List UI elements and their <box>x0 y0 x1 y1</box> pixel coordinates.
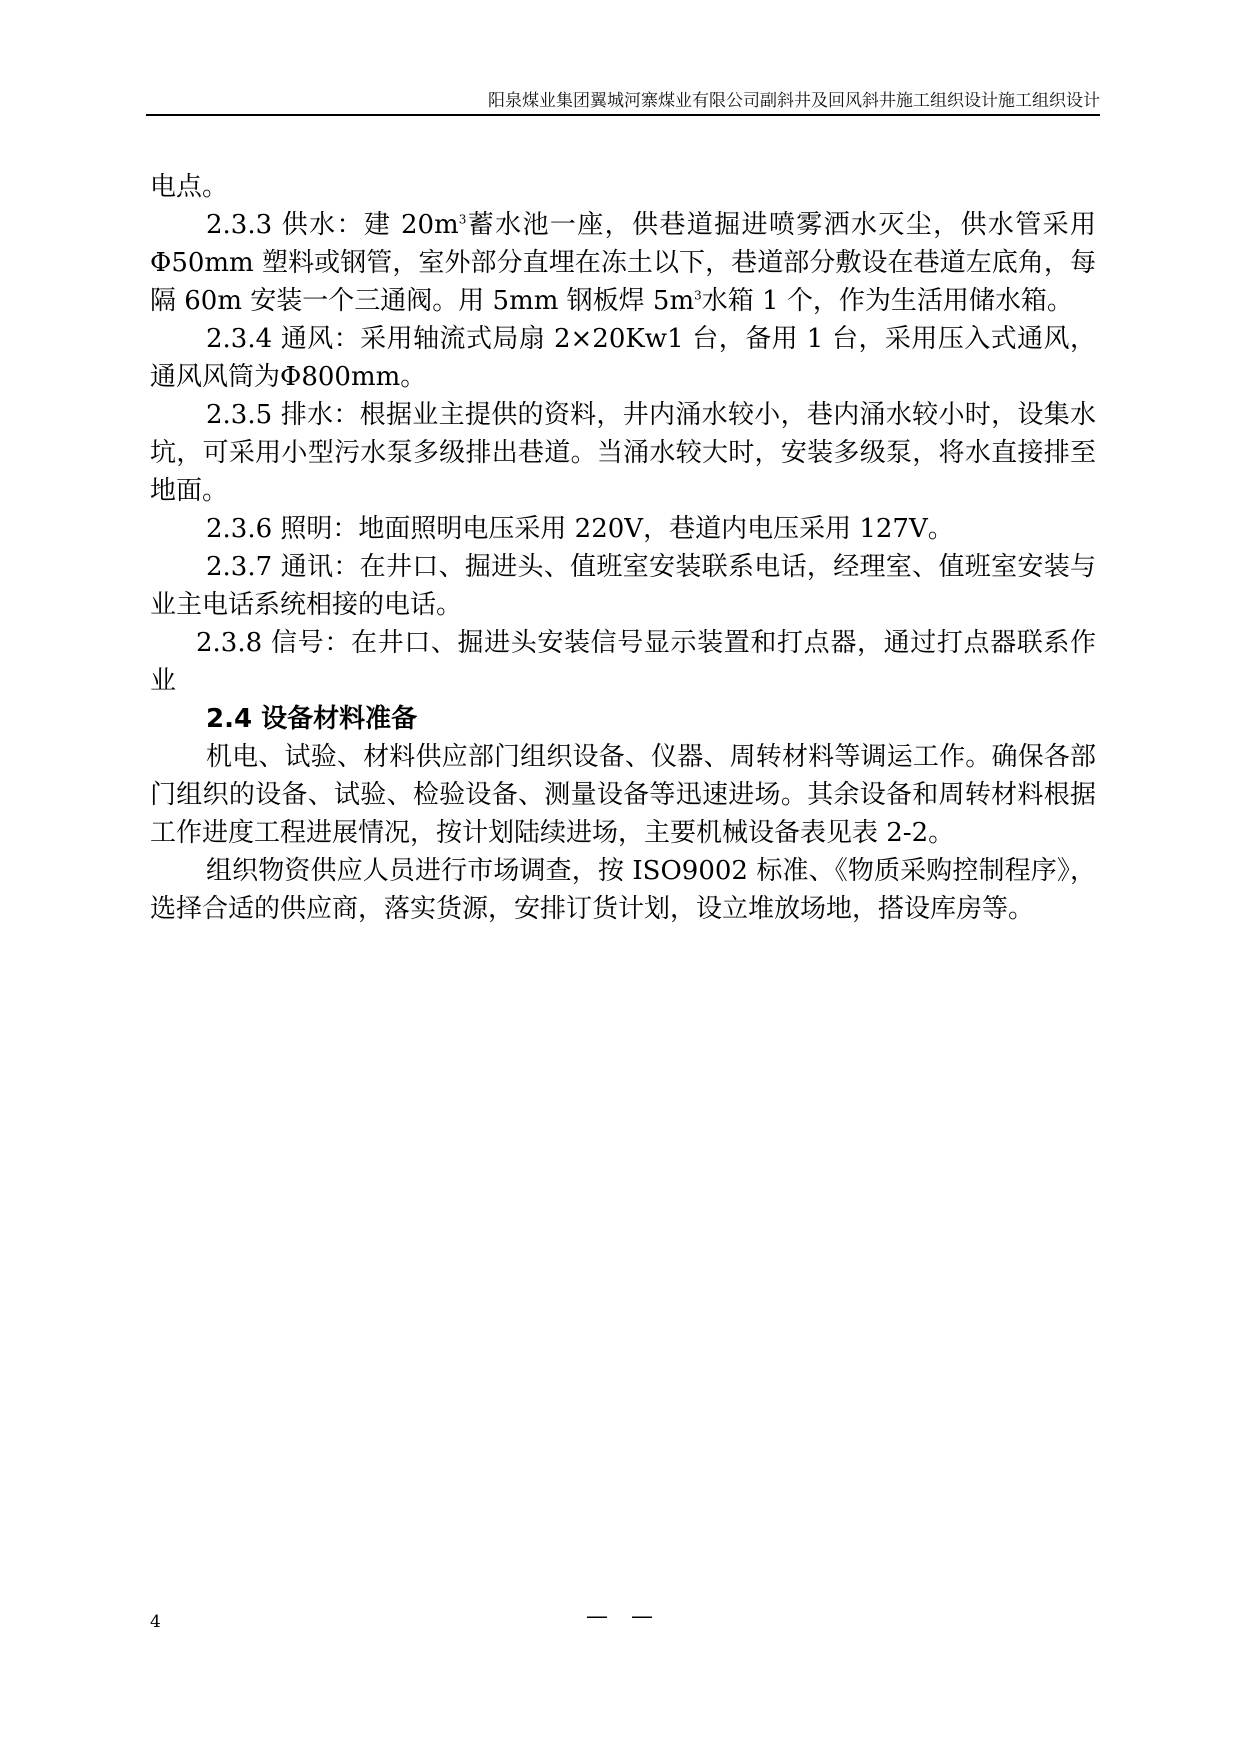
page-number: 4 <box>150 1612 161 1632</box>
paragraph-water-supply <box>150 206 1096 320</box>
paragraph-procurement: 组织物资供应人员进行市场调查，按 ISO9002 标准、《物质采购控制程序》，选择合适的供应商，落实货源，安排订货计划，设立堆放场地，搭设库房等。 <box>150 856 1096 924</box>
footer-center-mark: — — <box>586 1604 661 1629</box>
page-body <box>150 168 1096 928</box>
paragraph-lighting: 2.3.6 照明：地面照明电压采用 220V，巷道内电压采用 127V。 <box>206 514 954 544</box>
paragraph-ventilation: 2.3.4 通风：采用轴流式局扇 2×20Kw1 台，备用 1 台，采用压入式通风，通风风筒为Φ800mm。 <box>150 324 1096 392</box>
water-supply-text-3: 水箱 1 个，作为生活用储水箱。 <box>701 286 1073 316</box>
header-divider <box>146 114 1100 116</box>
water-supply-text-1: 2.3.3 供水：建 20m <box>206 210 459 240</box>
paragraph-signal: 2.3.8 信号：在井口、掘进头安装信号显示装置和打点器，通过打点器联系作业 <box>150 628 1096 696</box>
paragraph-continuation: 电点。 <box>150 172 229 202</box>
paragraph-equipment: 机电、试验、材料供应部门组织设备、仪器、周转材料等调运工作。确保各部门组织的设备、试验、检验设备、测量设备等迅速进场。其余设备和周转材料根据工作进度工程进展情况，按计划陆续进场，主要机械设备表见表 2-2。 <box>150 742 1096 848</box>
superscript-cubed: 3 <box>458 212 467 227</box>
running-header: 阳泉煤业集团翼城河寨煤业有限公司副斜井及回风斜井施工组织设计施工组织设计 <box>488 91 1100 111</box>
water-supply-text-2: 蓄水池一座，供巷道掘进喷雾洒水灭尘，供水管采用Φ50mm 塑料或钢管，室外部分直埋在冻土以下，巷道部分敷设在巷道左底角，每隔 60m 安装一个三通阀。用 5mm 钢板焊 5m <box>150 210 1096 316</box>
section-heading: 2.4 设备材料准备 <box>206 704 418 734</box>
superscript-cubed: 3 <box>694 288 702 303</box>
paragraph-communication: 2.3.7 通讯：在井口、掘进头、值班室安装联系电话，经理室、值班室安装与业主电话系统相接的电话。 <box>150 552 1096 620</box>
paragraph-drainage: 2.3.5 排水：根据业主提供的资料，井内涌水较小，巷内涌水较小时，设集水坑，可采用小型污水泵多级排出巷道。当涌水较大时，安装多级泵，将水直接排至地面。 <box>150 400 1096 506</box>
